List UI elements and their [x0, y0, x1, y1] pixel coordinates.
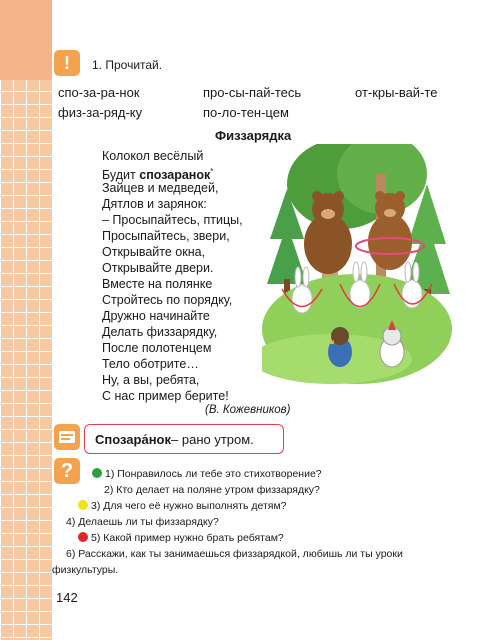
poem-author: (В. Кожевников)	[205, 404, 291, 416]
task-number: 1.	[92, 58, 103, 72]
task-instruction	[92, 58, 162, 72]
question-2: 2) Кто делает на поляне утром физзарядку?	[104, 484, 320, 496]
definition-box	[84, 424, 284, 454]
question-3: 3) Для чего её нужно выполнять детям?	[78, 500, 287, 512]
poem-line: Зайцев и медведей,	[102, 181, 219, 195]
poem-bold-word: спозаранок	[139, 168, 211, 183]
page-number: 142	[56, 590, 78, 605]
poem-line: Тело оботрите…	[102, 357, 199, 371]
question-6: 6) Расскажи, как ты занимаешься физзарядкой, любишь ли ты уроки	[66, 548, 403, 560]
poem-line: С нас пример берите!	[102, 389, 229, 403]
question-5: 5) Какой пример нужно брать ребятам?	[78, 532, 284, 544]
poem-line: Ну, а вы, ребята,	[102, 373, 200, 387]
poem-line: Стройтесь по порядку,	[102, 293, 233, 307]
question-1: 1) Понравилось ли тебе это стихотворение?	[92, 468, 322, 480]
exclamation-icon: !	[54, 50, 80, 76]
poem-line-2: Будит спозаранок*	[102, 167, 214, 183]
poem-line: Дружно начинайте	[102, 309, 210, 323]
margin-top-band	[0, 0, 52, 80]
definition-term: Спозара́нок	[95, 431, 172, 447]
syllable-word: от-кры-вай-те	[355, 85, 438, 100]
task-text: Прочитай.	[105, 58, 163, 72]
poem-title: Физзарядка	[215, 128, 292, 143]
definition-text: – рано утром.	[171, 431, 254, 447]
poem-line: После полотенцем	[102, 341, 212, 355]
poem-line: Открывайте окна,	[102, 245, 206, 259]
forest-illustration	[262, 144, 452, 384]
syllable-word: физ-за-ряд-ку	[58, 105, 143, 120]
syllable-word: про-сы-пай-тесь	[203, 85, 302, 100]
poem-line: Дятлов и зарянок:	[102, 197, 207, 211]
poem-line: Колокол весёлый	[102, 149, 204, 163]
book-icon	[54, 424, 80, 450]
poem-line: Вместе на полянке	[102, 277, 213, 291]
question-6-continuation: физкультуры.	[52, 564, 119, 576]
question-4: 4) Делаешь ли ты физзарядку?	[66, 516, 219, 528]
green-dot-icon	[92, 468, 102, 478]
poem-line: Просыпайтесь, звери,	[102, 229, 230, 243]
poem-line: Делать физзарядку,	[102, 325, 218, 339]
margin-grid	[0, 0, 52, 640]
yellow-dot-icon	[78, 500, 88, 510]
question-icon: ?	[54, 458, 80, 484]
poem-line: – Просыпайтесь, птицы,	[102, 213, 243, 227]
red-dot-icon	[78, 532, 88, 542]
syllable-word: спо-за-ра-нок	[58, 85, 140, 100]
poem-line: Открывайте двери.	[102, 261, 214, 275]
syllable-word: по-ло-тен-цем	[203, 105, 289, 120]
